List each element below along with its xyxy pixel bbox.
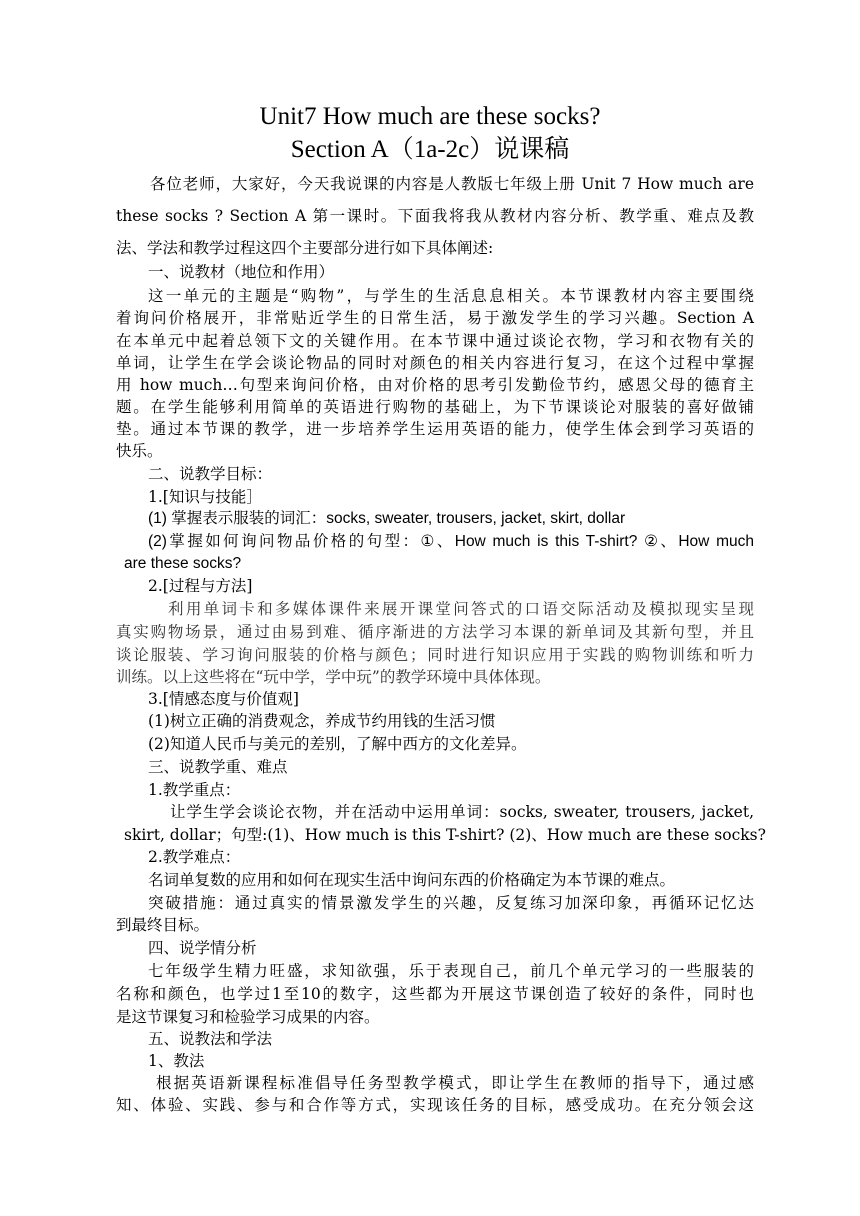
text-line: 这一单元的主题是“购物”，与学生的生活息息相关。本节课教材内容主要围绕 [148,287,754,305]
text-line: 题。在学生能够利用简单的英语进行购物的基础上，为下节课谈论对服装的喜好做铺 [116,398,754,416]
text-line: 谈论服装、学习询问服装的价格与颜色；同时进行知识应用于实践的购物训练和听力 [116,646,754,664]
subheading: 2.教学难点： [148,848,241,866]
text-line: 着询问价格展开，非常贴近学生的日常生活，易于激发学生的学习兴趣。Section A [116,309,754,327]
text-line: 在本单元中起着总领下文的关键作用。在本节课中通过谈论衣物，学习和衣物有关的 [116,332,754,350]
subheading: 1.教学重点： [148,781,241,799]
section-heading-4: 四、说学情分析 [148,939,257,957]
section-heading-2: 二、说教学目标： [148,465,273,483]
text-line: 训练。以上这些将在“玩中学，学中玩”的教学环境中具体体现。 [116,668,551,686]
list-item-continuation: are these socks? [124,555,242,572]
text-line: 名称和颜色，也学过1至10的数字，这些都为开展这节课创造了较好的条件，同时也 [116,985,754,1003]
section-heading-5: 五、说教法和学法 [148,1030,273,1048]
document-subtitle: Section A（1a-2c）说课稿 [290,136,570,163]
list-item: (2)知道人民币与美元的差别，了解中西方的文化差异。 [148,735,527,753]
text-line: skirt, dollar；句型:(1)、How much is this T-shirt? (2)、How much are these socks? [124,826,766,844]
subheading: 3.[情感态度与价值观] [148,690,299,708]
text-line: 利用单词卡和多媒体课件来展开课堂问答式的口语交际活动及模拟现实呈现 [168,600,754,618]
text-line: 各位老师，大家好，今天我说课的内容是人教版七年级上册 Unit 7 How much are [150,175,754,193]
document-title: Unit7 How much are these socks? [259,103,601,130]
text-line: 名词单复数的应用和如何在现实生活中询问东西的价格确定为本节课的难点。 [148,871,676,889]
text-line: 快乐。 [116,442,163,460]
text-line: these socks ? Section A 第一课时。下面我将我从教材内容分析、教学重、难点及教 [116,207,754,225]
text-line: 法、学法和教学过程这四个主要部分进行如下具体阐述: [116,239,494,257]
text-line: 真实购物场景，通过由易到难、循序渐进的方法学习本课的新单词及其新句型，并且 [116,623,754,641]
subheading: 2.[过程与方法] [148,577,253,595]
text-line: 让学生学会谈论衣物，并在活动中运用单词：socks, sweater, trousers, jacket, [170,803,754,821]
text-line: 是这节课复习和检验学习成果的内容。 [116,1008,380,1026]
list-item: (1) 掌握表示服装的词汇：socks, sweater, trousers, jacket, skirt, dollar [148,510,626,527]
text-line: 垫。通过本节课的教学，进一步培养学生运用英语的能力，使学生体会到学习英语的 [116,420,754,438]
list-item: (1)树立正确的消费观念，养成节约用钱的生活习惯 [148,712,496,730]
section-heading-1: 一、说教材（地位和作用） [148,263,335,281]
text-line: 到最终目标。 [116,916,210,934]
text-line: 根据英语新课程标准倡导任务型教学模式，即让学生在教师的指导下，通过感 [156,1074,754,1092]
text-line: 七年级学生精力旺盛，求知欲强，乐于表现自己，前几个单元学习的一些服装的 [148,962,754,980]
text-line: 单词，让学生在学会谈论物品的同时对颜色的相关内容进行复习，在这个过程中掌握 [116,354,754,372]
subheading: 1.[知识与技能］ [148,488,262,506]
text-line: 用 how much…句型来询问价格，由对价格的思考引发勤俭节约，感恩父母的德育主 [116,376,754,394]
list-item: (2)掌握如何询问物品价格的句型：①、How much is this T-shirt? ②、How much [148,533,754,550]
section-heading-3: 三、说教学重、难点 [148,758,288,776]
text-line: 突破措施：通过真实的情景激发学生的兴趣，反复练习加深印象，再循环记忆达 [148,894,754,912]
subheading: 1、教法 [148,1052,205,1070]
text-line: 知、体验、实践、参与和合作等方式，实现该任务的目标，感受成功。在充分领会这 [116,1096,754,1114]
